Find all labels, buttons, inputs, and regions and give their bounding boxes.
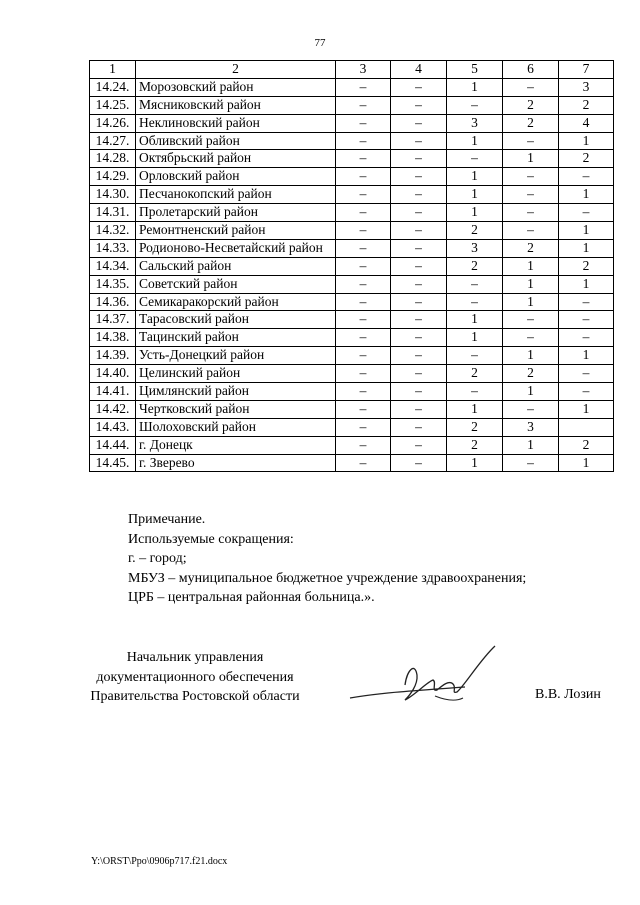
value-cell-7: – bbox=[559, 329, 614, 347]
header-cell: 1 bbox=[90, 61, 136, 79]
value-cell-3: – bbox=[336, 132, 391, 150]
district-name-cell: Орловский район bbox=[136, 168, 336, 186]
position-line: Начальник управления bbox=[126, 650, 264, 665]
value-cell-5: 1 bbox=[447, 78, 503, 96]
row-number-cell: 14.28. bbox=[90, 150, 136, 168]
row-number-cell: 14.43. bbox=[90, 418, 136, 436]
value-cell-4: – bbox=[391, 400, 447, 418]
row-number-cell: 14.41. bbox=[90, 383, 136, 401]
table-row bbox=[90, 365, 614, 383]
value-cell-3: – bbox=[336, 329, 391, 347]
note-block bbox=[128, 510, 526, 608]
value-cell-5: 1 bbox=[447, 186, 503, 204]
value-cell-7: – bbox=[559, 293, 614, 311]
value-cell-7: 2 bbox=[559, 150, 614, 168]
table-row bbox=[90, 257, 614, 275]
row-number-cell: 14.26. bbox=[90, 114, 136, 132]
row-number-cell: 14.24. bbox=[90, 78, 136, 96]
value-cell-5: 2 bbox=[447, 222, 503, 240]
row-number-cell: 14.31. bbox=[90, 204, 136, 222]
value-cell-5: 2 bbox=[447, 436, 503, 454]
district-name-cell: Сальский район bbox=[136, 257, 336, 275]
row-number-cell: 14.36. bbox=[90, 293, 136, 311]
value-cell-4: – bbox=[391, 114, 447, 132]
value-cell-6: 2 bbox=[503, 365, 559, 383]
table-row bbox=[90, 436, 614, 454]
page-number: 77 bbox=[314, 37, 326, 49]
value-cell-6: 2 bbox=[503, 114, 559, 132]
value-cell-5: 3 bbox=[447, 114, 503, 132]
value-cell-6: – bbox=[503, 204, 559, 222]
value-cell-5: – bbox=[447, 150, 503, 168]
value-cell-6: 1 bbox=[503, 257, 559, 275]
value-cell-4: – bbox=[391, 365, 447, 383]
value-cell-7: 1 bbox=[559, 400, 614, 418]
table-row bbox=[90, 168, 614, 186]
row-number-cell: 14.27. bbox=[90, 132, 136, 150]
note-line: г. – город; bbox=[128, 551, 187, 566]
districts-table bbox=[89, 60, 614, 472]
district-name-cell: Ремонтненский район bbox=[136, 222, 336, 240]
value-cell-7: 2 bbox=[559, 257, 614, 275]
value-cell-6: – bbox=[503, 222, 559, 240]
table-row bbox=[90, 96, 614, 114]
value-cell-6: 2 bbox=[503, 96, 559, 114]
table-row bbox=[90, 239, 614, 257]
value-cell-4: – bbox=[391, 132, 447, 150]
table-row bbox=[90, 186, 614, 204]
value-cell-5: – bbox=[447, 347, 503, 365]
note-line: ЦРБ – центральная районная больница.». bbox=[128, 590, 375, 605]
value-cell-7: 1 bbox=[559, 239, 614, 257]
row-number-cell: 14.38. bbox=[90, 329, 136, 347]
table-row bbox=[90, 418, 614, 436]
note-title: Примечание. bbox=[128, 512, 206, 527]
district-name-cell: Октябрьский район bbox=[136, 150, 336, 168]
row-number-cell: 14.25. bbox=[90, 96, 136, 114]
value-cell-3: – bbox=[336, 114, 391, 132]
value-cell-3: – bbox=[336, 311, 391, 329]
row-number-cell: 14.34. bbox=[90, 257, 136, 275]
value-cell-7: – bbox=[559, 383, 614, 401]
value-cell-6: 1 bbox=[503, 275, 559, 293]
value-cell-7 bbox=[559, 418, 614, 436]
value-cell-4: – bbox=[391, 222, 447, 240]
value-cell-4: – bbox=[391, 257, 447, 275]
value-cell-7: – bbox=[559, 168, 614, 186]
table-row bbox=[90, 204, 614, 222]
header-cell: 4 bbox=[391, 61, 447, 79]
table-row bbox=[90, 383, 614, 401]
value-cell-7: – bbox=[559, 204, 614, 222]
value-cell-4: – bbox=[391, 383, 447, 401]
value-cell-4: – bbox=[391, 150, 447, 168]
value-cell-4: – bbox=[391, 78, 447, 96]
value-cell-3: – bbox=[336, 418, 391, 436]
value-cell-3: – bbox=[336, 400, 391, 418]
row-number-cell: 14.42. bbox=[90, 400, 136, 418]
value-cell-3: – bbox=[336, 168, 391, 186]
district-name-cell: г. Донецк bbox=[136, 436, 336, 454]
signatory-position bbox=[80, 648, 310, 707]
value-cell-6: – bbox=[503, 311, 559, 329]
value-cell-5: 2 bbox=[447, 257, 503, 275]
value-cell-3: – bbox=[336, 204, 391, 222]
value-cell-6: 1 bbox=[503, 436, 559, 454]
row-number-cell: 14.40. bbox=[90, 365, 136, 383]
header-cell: 2 bbox=[136, 61, 336, 79]
value-cell-5: 1 bbox=[447, 204, 503, 222]
value-cell-3: – bbox=[336, 293, 391, 311]
value-cell-7: 3 bbox=[559, 78, 614, 96]
row-number-cell: 14.32. bbox=[90, 222, 136, 240]
position-line: документационного обеспечения bbox=[96, 669, 294, 685]
table-row bbox=[90, 454, 614, 472]
handwritten-signature bbox=[345, 640, 505, 720]
value-cell-6: 1 bbox=[503, 347, 559, 365]
header-cell: 5 bbox=[447, 61, 503, 79]
value-cell-4: – bbox=[391, 293, 447, 311]
district-name-cell: Песчанокопский район bbox=[136, 186, 336, 204]
district-name-cell: г. Зверево bbox=[136, 454, 336, 472]
value-cell-7: 2 bbox=[559, 436, 614, 454]
value-cell-4: – bbox=[391, 418, 447, 436]
table-row bbox=[90, 293, 614, 311]
row-number-cell: 14.45. bbox=[90, 454, 136, 472]
value-cell-3: – bbox=[336, 186, 391, 204]
district-name-cell: Обливский район bbox=[136, 132, 336, 150]
table-row bbox=[90, 150, 614, 168]
district-name-cell: Пролетарский район bbox=[136, 204, 336, 222]
value-cell-6: – bbox=[503, 400, 559, 418]
value-cell-5: – bbox=[447, 383, 503, 401]
value-cell-4: – bbox=[391, 204, 447, 222]
table-row bbox=[90, 132, 614, 150]
value-cell-7: – bbox=[559, 311, 614, 329]
value-cell-3: – bbox=[336, 222, 391, 240]
value-cell-6: – bbox=[503, 132, 559, 150]
value-cell-5: 2 bbox=[447, 365, 503, 383]
value-cell-5: – bbox=[447, 293, 503, 311]
table-row bbox=[90, 329, 614, 347]
value-cell-5: 1 bbox=[447, 400, 503, 418]
value-cell-7: 1 bbox=[559, 222, 614, 240]
value-cell-6: – bbox=[503, 454, 559, 472]
value-cell-7: 1 bbox=[559, 275, 614, 293]
value-cell-3: – bbox=[336, 454, 391, 472]
row-number-cell: 14.33. bbox=[90, 239, 136, 257]
value-cell-3: – bbox=[336, 78, 391, 96]
value-cell-6: 2 bbox=[503, 239, 559, 257]
district-name-cell: Неклиновский район bbox=[136, 114, 336, 132]
value-cell-5: 1 bbox=[447, 132, 503, 150]
value-cell-6: 3 bbox=[503, 418, 559, 436]
value-cell-4: – bbox=[391, 275, 447, 293]
district-name-cell: Мясниковский район bbox=[136, 96, 336, 114]
file-path: Y:\ORST\Ppo\0906p717.f21.docx bbox=[91, 856, 228, 867]
district-name-cell: Морозовский район bbox=[136, 78, 336, 96]
value-cell-5: – bbox=[447, 96, 503, 114]
value-cell-4: – bbox=[391, 168, 447, 186]
value-cell-3: – bbox=[336, 436, 391, 454]
table-row bbox=[90, 400, 614, 418]
district-name-cell: Целинский район bbox=[136, 365, 336, 383]
value-cell-4: – bbox=[391, 436, 447, 454]
value-cell-4: – bbox=[391, 347, 447, 365]
value-cell-3: – bbox=[336, 150, 391, 168]
value-cell-5: 1 bbox=[447, 168, 503, 186]
value-cell-4: – bbox=[391, 311, 447, 329]
value-cell-6: – bbox=[503, 78, 559, 96]
signatory-name: В.В. Лозин bbox=[535, 687, 601, 702]
value-cell-3: – bbox=[336, 257, 391, 275]
header-cell: 7 bbox=[559, 61, 614, 79]
header-cell: 6 bbox=[503, 61, 559, 79]
value-cell-5: 3 bbox=[447, 239, 503, 257]
value-cell-3: – bbox=[336, 239, 391, 257]
district-name-cell: Тарасовский район bbox=[136, 311, 336, 329]
district-name-cell: Родионово-Несветайский район bbox=[136, 239, 336, 257]
value-cell-7: 2 bbox=[559, 96, 614, 114]
value-cell-7: 4 bbox=[559, 114, 614, 132]
value-cell-7: 1 bbox=[559, 186, 614, 204]
row-number-cell: 14.39. bbox=[90, 347, 136, 365]
district-name-cell: Семикаракорский район bbox=[136, 293, 336, 311]
note-intro: Используемые сокращения: bbox=[128, 531, 294, 547]
table-row bbox=[90, 114, 614, 132]
value-cell-7: – bbox=[559, 365, 614, 383]
row-number-cell: 14.44. bbox=[90, 436, 136, 454]
value-cell-5: 1 bbox=[447, 454, 503, 472]
value-cell-7: 1 bbox=[559, 347, 614, 365]
value-cell-6: 1 bbox=[503, 383, 559, 401]
value-cell-5: 1 bbox=[447, 329, 503, 347]
value-cell-5: 2 bbox=[447, 418, 503, 436]
value-cell-3: – bbox=[336, 275, 391, 293]
row-number-cell: 14.29. bbox=[90, 168, 136, 186]
value-cell-3: – bbox=[336, 96, 391, 114]
header-cell: 3 bbox=[336, 61, 391, 79]
value-cell-4: – bbox=[391, 454, 447, 472]
table-row bbox=[90, 78, 614, 96]
value-cell-4: – bbox=[391, 239, 447, 257]
value-cell-3: – bbox=[336, 347, 391, 365]
value-cell-5: – bbox=[447, 275, 503, 293]
district-name-cell: Усть-Донецкий район bbox=[136, 347, 336, 365]
district-name-cell: Советский район bbox=[136, 275, 336, 293]
position-line: Правительства Ростовской области bbox=[90, 689, 300, 704]
value-cell-4: – bbox=[391, 186, 447, 204]
value-cell-4: – bbox=[391, 329, 447, 347]
table-header-row bbox=[90, 61, 614, 79]
table-row bbox=[90, 275, 614, 293]
value-cell-6: 1 bbox=[503, 150, 559, 168]
value-cell-7: 1 bbox=[559, 454, 614, 472]
row-number-cell: 14.35. bbox=[90, 275, 136, 293]
note-line: МБУЗ – муниципальное бюджетное учреждение здравоохранения; bbox=[128, 570, 527, 586]
value-cell-6: – bbox=[503, 168, 559, 186]
value-cell-4: – bbox=[391, 96, 447, 114]
value-cell-6: 1 bbox=[503, 293, 559, 311]
value-cell-6: – bbox=[503, 329, 559, 347]
district-name-cell: Тацинский район bbox=[136, 329, 336, 347]
row-number-cell: 14.37. bbox=[90, 311, 136, 329]
district-name-cell: Цимлянский район bbox=[136, 383, 336, 401]
value-cell-7: 1 bbox=[559, 132, 614, 150]
row-number-cell: 14.30. bbox=[90, 186, 136, 204]
district-name-cell: Чертковский район bbox=[136, 400, 336, 418]
value-cell-3: – bbox=[336, 365, 391, 383]
value-cell-6: – bbox=[503, 186, 559, 204]
table-row bbox=[90, 222, 614, 240]
district-name-cell: Шолоховский район bbox=[136, 418, 336, 436]
table-row bbox=[90, 311, 614, 329]
value-cell-5: 1 bbox=[447, 311, 503, 329]
value-cell-3: – bbox=[336, 383, 391, 401]
table-row bbox=[90, 347, 614, 365]
